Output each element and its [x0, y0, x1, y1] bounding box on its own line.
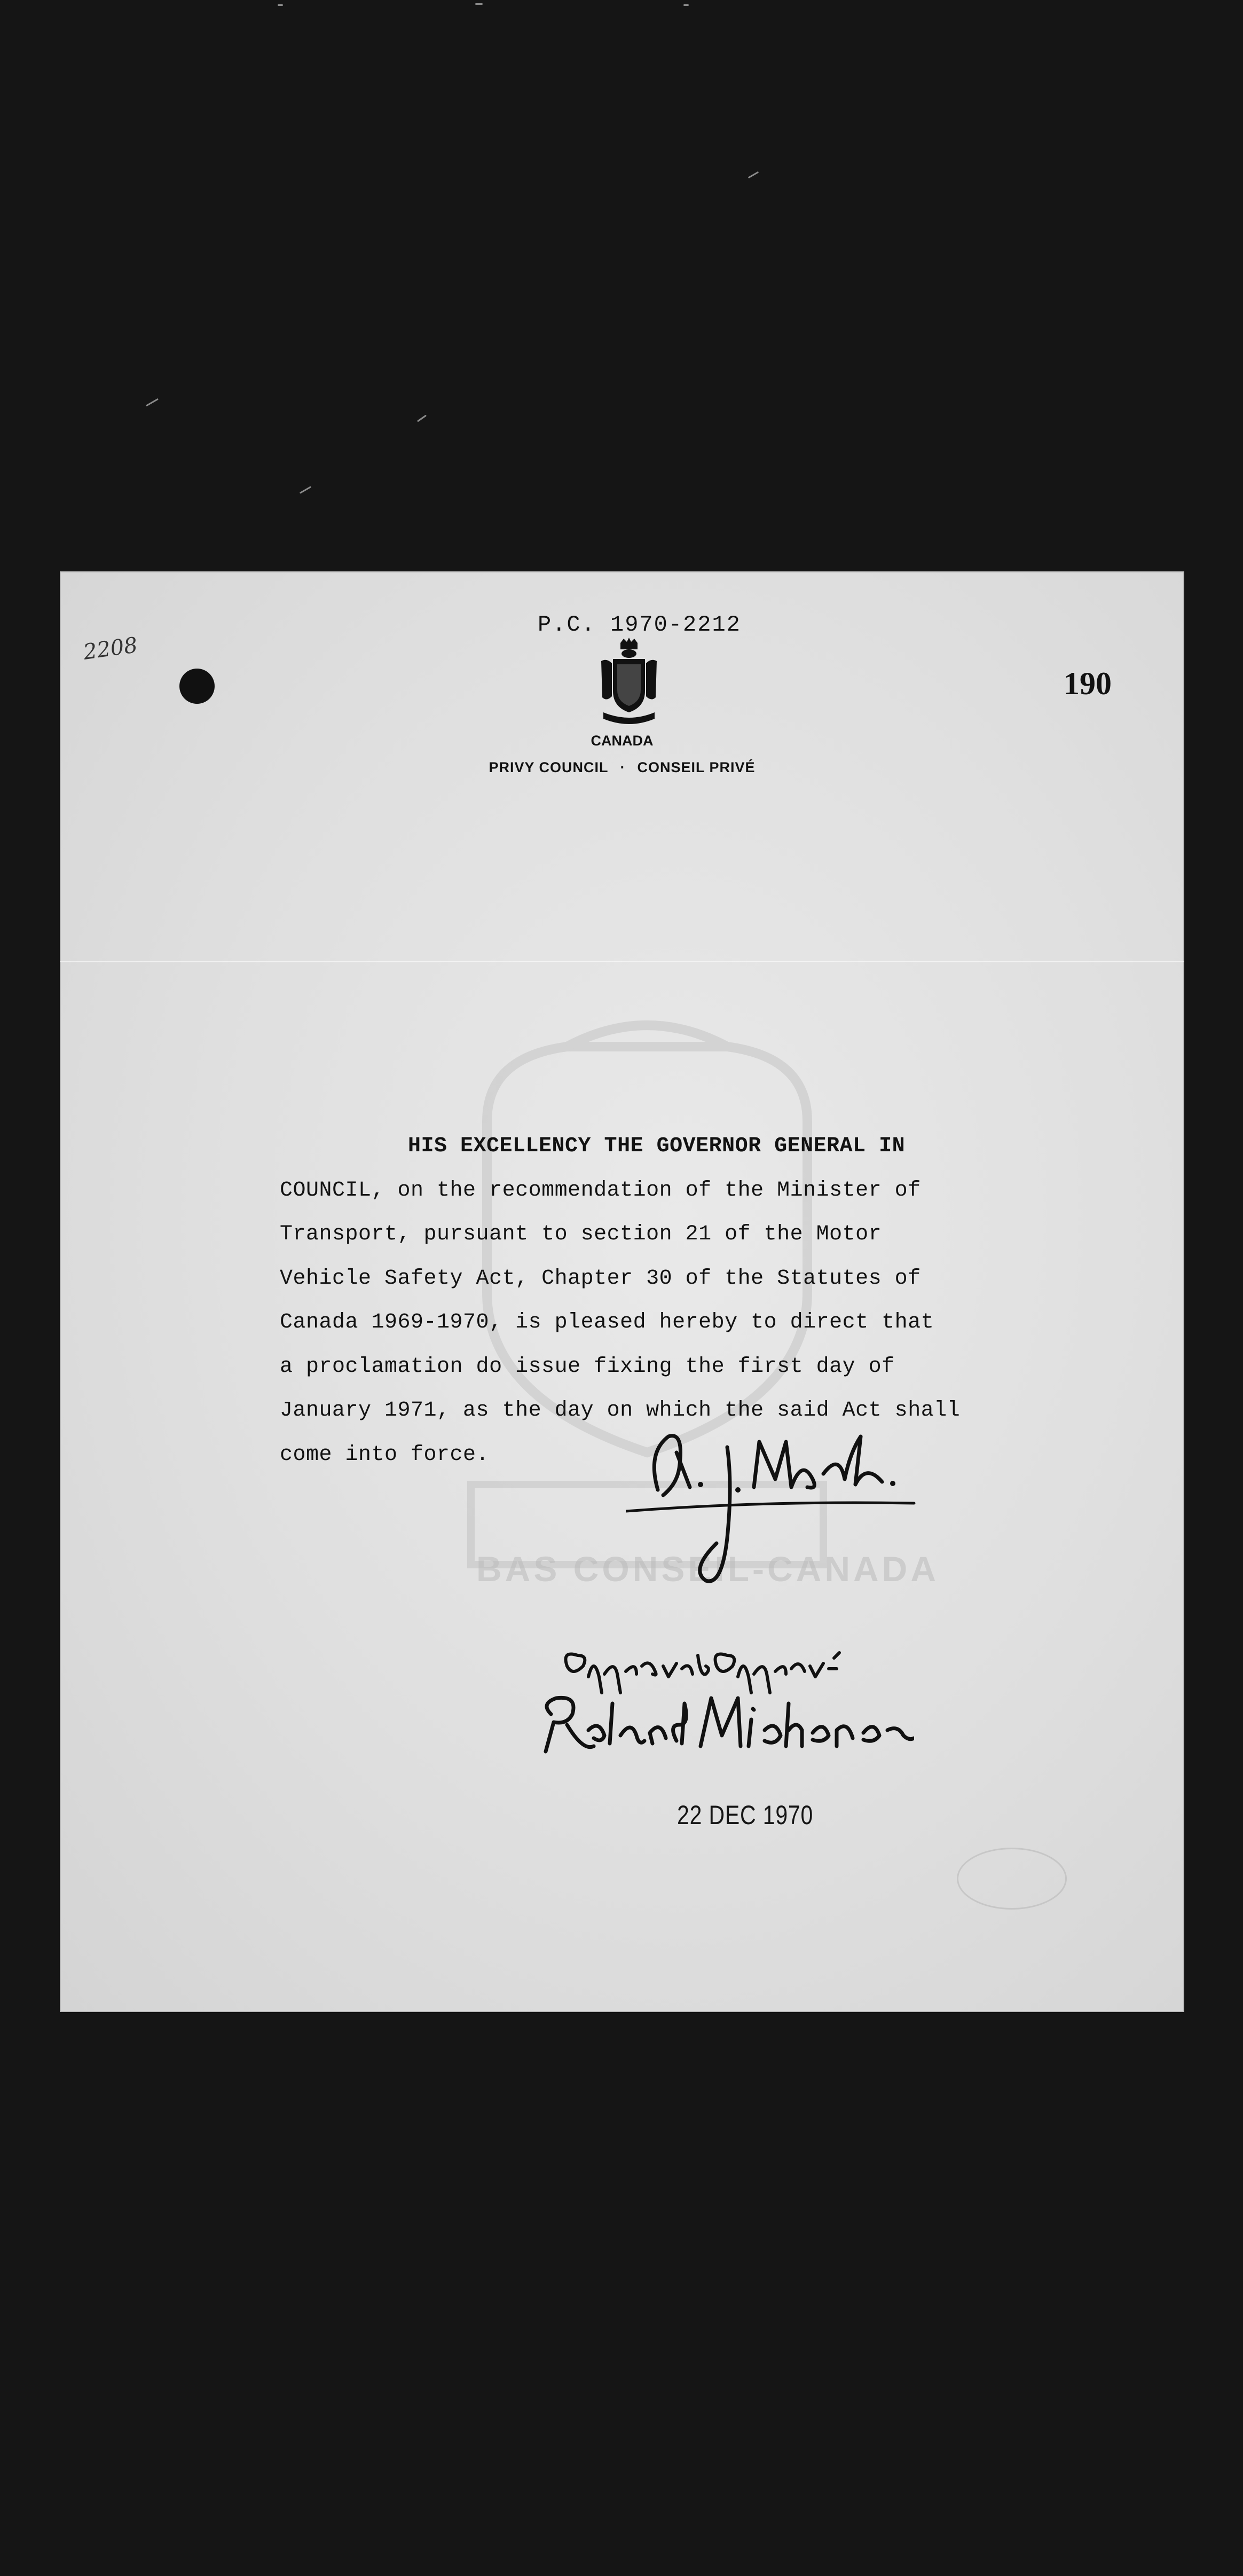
film-speck [417, 415, 427, 422]
clerk-signature [626, 1420, 925, 1613]
body-line: come into force. [280, 1442, 490, 1467]
canada-coat-of-arms-icon [596, 638, 662, 725]
document-page [60, 571, 1184, 2012]
approval-signature [530, 1645, 914, 1773]
film-speck [748, 171, 759, 179]
film-speck [683, 4, 689, 6]
body-line: January 1971, as the day on which the said Act shall [280, 1399, 961, 1423]
date-stamp: 22 DEC 1970 [677, 1800, 814, 1830]
film-speck [146, 398, 159, 407]
film-speck [300, 486, 311, 494]
film-speck [278, 4, 283, 6]
body-line: a proclamation do issue fixing the first day of [280, 1354, 895, 1379]
faint-stamp-mark [957, 1848, 1067, 1910]
handwritten-number: 2208 [82, 633, 139, 665]
body-line: HIS EXCELLENCY THE GOVERNOR GENERAL IN [408, 1134, 906, 1158]
council-label [60, 759, 1184, 776]
page-number: 190 [1064, 666, 1112, 701]
film-speck [475, 3, 483, 5]
council-en: PRIVY COUNCIL [489, 759, 609, 775]
body-line: COUNCIL, on the recommendation of the Minister of [280, 1178, 921, 1203]
council-separator: · [620, 759, 626, 775]
fold-line [60, 961, 1184, 962]
pc-number: P.C. 1970-2212 [538, 612, 741, 638]
body-line: Transport, pursuant to section 21 of the Motor [280, 1222, 882, 1246]
body-line: Canada 1969-1970, is pleased hereby to direct that [280, 1310, 934, 1334]
punch-hole [179, 669, 215, 704]
body-line: Vehicle Safety Act, Chapter 30 of the Statutes of [280, 1266, 921, 1291]
watermark-text: BAS CONSEIL-CANADA [476, 1549, 939, 1589]
council-fr: CONSEIL PRIVÉ [637, 759, 756, 775]
country-label: CANADA [591, 733, 654, 749]
